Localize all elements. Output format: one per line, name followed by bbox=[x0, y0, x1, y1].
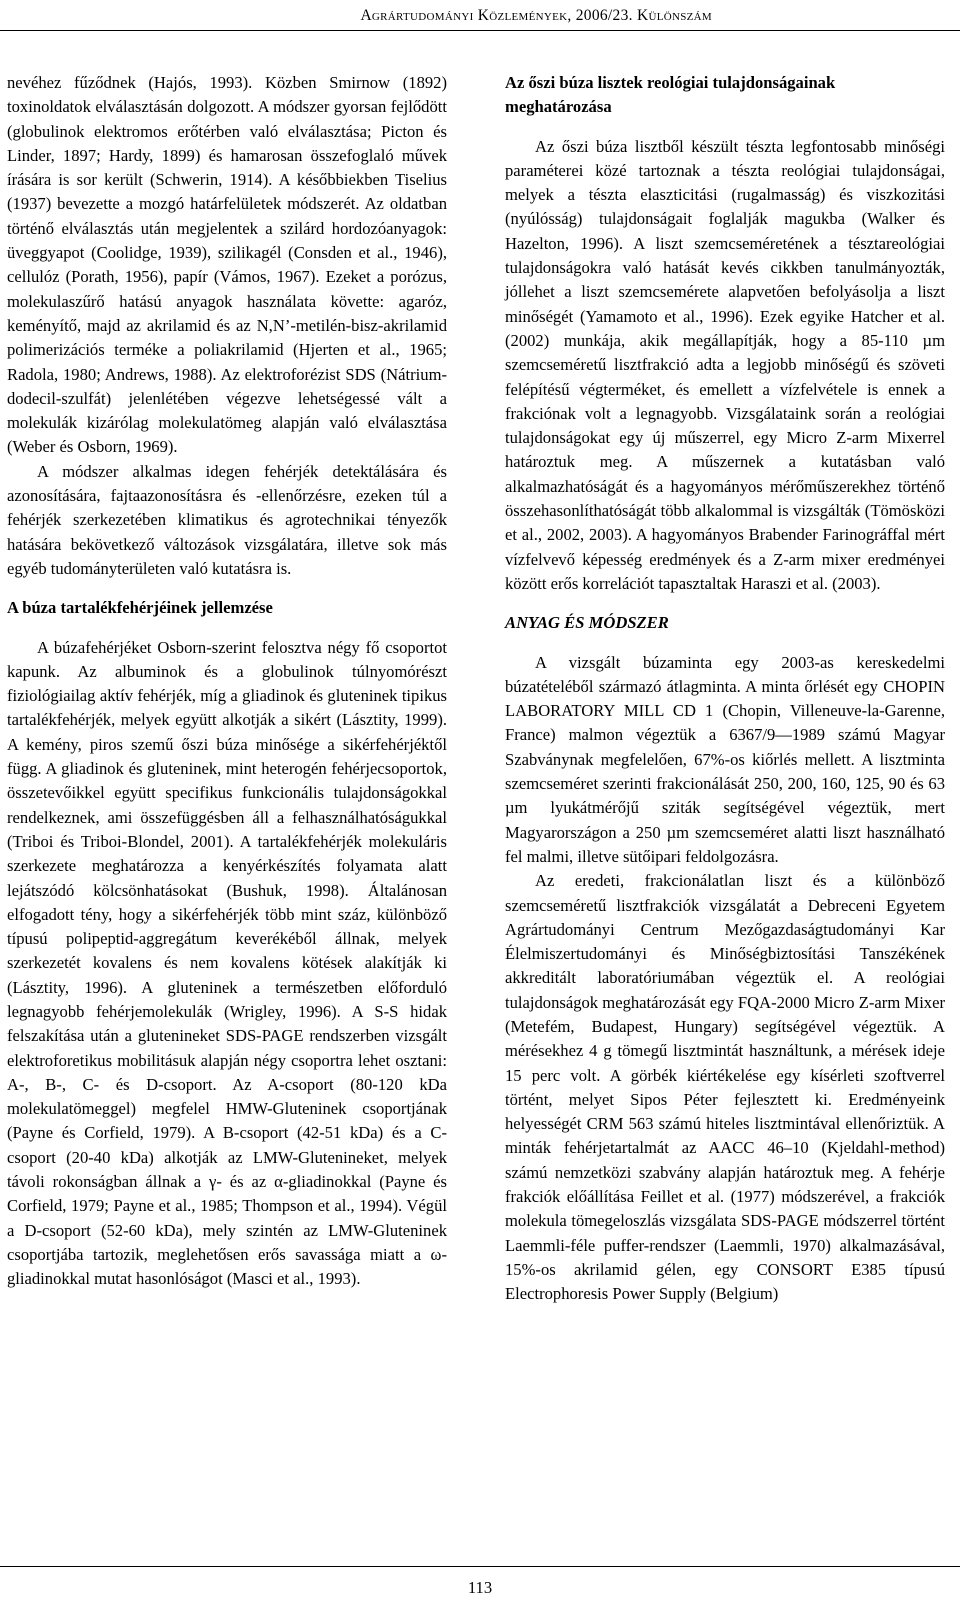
page-number: 113 bbox=[467, 1578, 493, 1597]
footer-rule bbox=[0, 1566, 960, 1567]
right-column bbox=[505, 71, 945, 1307]
paragraph: A módszer alkalmas idegen fehérjék detektálására és azonosítására, fajtaazonosításra és -ellenőrzésre, ezeken túl a fehérjék szerkezetében klimatikus és agrotechnikai tényezők hatására bekövetkező változások vizsgálatára, illetve sok más egyéb tudományterületen való kutatásra is. bbox=[7, 461, 447, 578]
section-heading: ANYAG ÉS MÓDSZER bbox=[505, 613, 669, 633]
section-heading: A búza tartalékfehérjéinek jellemzése bbox=[7, 598, 273, 618]
section-heading: Az őszi búza lisztek reológiai tulajdonságainak meghatározása bbox=[505, 73, 836, 117]
header-rule bbox=[0, 30, 960, 31]
paragraph: Az eredeti, frakcionálatlan liszt és a különböző szemcseméretű lisztfrakciók vizsgálatát a Debreceni Egyetem Agrártudományi Centrum Mezőgazdaságtudományi Kar Élelmiszertudományi és Minőségbiztosítási Tanszékének akkreditált laboratóriumában végeztük el. A reológiai tulajdonságok meghatározását egy FQA-2000 Micro Z-arm Mixer (Metefém, Budapest, Hungary) segítségével végeztük. A mérésekhez 4 g tömegű lisztmintát használtunk, a mérések ideje 15 perc volt. A görbék kiértékelése egy kísérleti szoftverrel történt, melyet Sipos Péter fejlesztett ki. Eredményeink helyességét CRM 563 számú hiteles lisztmintával ellenőriztük. A minták fehérjetartalmát az AACC 46–10 (Kjeldahl-method) számú nemzetközi szabvány alapján határoztuk meg. A fehérje frakciók előállítása Feillet et al. (1977) módszerével, a frakciók molekula tömegeloszlás vizsgálata SDS-PAGE módszerrel történt Laemmli-féle puffer-rendszer (Laemmli, 1970) alkalmazásával, 15%-os akrilamid gélen, egy CONSORT E385 típusú Electrophoresis Power Supply (Belgium) bbox=[505, 871, 945, 1304]
paragraph: A búzafehérjéket Osborn-szerint felosztva négy fő csoportot kapunk. Az albuminok és a globulinok túlnyomórészt fiziológiailag aktív fehérjék, míg a gliadinok és gluteninek tipikus tartalékfehérjék, melyek együtt alkotják a sikért (Lásztity, 1999). A kemény, piros szemű őszi búza minősége a sikérfehérjéktől függ. A gliadinok és gluteninek, mint heterogén fehérjecsoportok, összetevőikkel együtt specifikus funkcionális tulajdonságokkal rendelkeznek, ami összefüggésben áll a felhasználhatóságukkal (Triboi és Triboi-Blondel, 2001). A tartalékfehérjék molekuláris szerkezete meghatározza a kenyérkészítés folyamata alatt lejátszódó kölcsönhatásokat (Bushuk, 1998). Általánosan elfogadott tény, hogy a sikérfehérjék több mint száz, különböző típusú polipeptid-aggregátum keverékéből állnak, melyek szerkezetét kovalens és nem kovalens kötések alakítják ki (Lásztity, 1996). A gluteninek a természetben előforduló legnagyobb fehérjemolekulák (Wrigley, 1996). A S-S hidak felszakítása után a glutenineket SDS-PAGE rendszerben vizsgált elektroforetikus mobilitásuk alapján négy csoportra lehet osztani: A-, B-, C- és D-csoport. Az A-csoport (80-120 kDa molekulatömeggel) megfelel HMW-Gluteninek csoportjának (Payne és Corfield, 1979). A B-csoport (42-51 kDa) és a C-csoport (20-40 kDa) alkotják az LMW-Glutenineket, melyek távoli rokonságban állnak a γ- és az α-gliadinokkal (Payne és Corfield, 1979; Payne et al., 1985; Thompson et al., 1994). Végül a D-csoport (52-60 kDa), mely szintén az LMW-Gluteninek csoportjába tartozik, meglehetősen erős savassága miatt a ω-gliadinokkal mutat hasonlóságot (Masci et al., 1993). bbox=[7, 637, 447, 1289]
running-header bbox=[0, 0, 960, 34]
paragraph: nevéhez fűződnek (Hajós, 1993). Közben Smirnow (1892) toxinoldatok elválasztásán dolgozott. A módszer gyorsan fejlődött (globulinok elektromos erőtérben való elválasztása; Picton és Linder, 1897; Hardy, 1899) és hamarosan összefoglaló művek írására is sor került (Schwerin, 1914). A későbbiekben Tiselius (1937) bevezette a mozgó határfelületek módszerét. Az oldatban történő elválasztás után megjelentek a szilárd hordozóanyagok: üveggyapot (Coolidge, 1939), szilikagél (Consden et al., 1946), cellulóz (Porath, 1956), papír (Vámos, 1967). Ezeket a porózus, molekulaszűrő hatású anyagok használata követte: agaróz, keményítő, majd az akrilamid és az N,N’-metilén-bisz-akrilamid polimerizációs terméke a poliakrilamid (Hjerten et al., 1965; Radola, 1980; Andrews, 1988). Az elektroforézist SDS (Nátrium-dodecil-szulfát) jelenlétében végezve lehetségessé vált a molekulák kizárólag molekulatömeg alapján való elválasztása (Weber és Osborn, 1969). bbox=[7, 73, 447, 457]
left-column bbox=[7, 71, 447, 1292]
paragraph: A vizsgált búzaminta egy 2003-as kereskedelmi búzatételéből származó átlagminta. A minta őrlését egy CHOPIN LABORATORY MILL CD 1 (Chopin, Villeneuve-la-Garenne, France) malmon végeztük a 6367/9—1989 számú Magyar Szabványnak megfelelően, 67%-os kiőrlés mellett. A lisztminta szemcseméret szerinti frakcionálását 250, 200, 160, 125, 90 és 63 µm lyukátmérőjű sziták segítségével végeztük, mert Magyarországon a 250 µm szemcseméret alatti liszt használható fel malmi, illetve sütőipari feldolgozásra. bbox=[505, 652, 945, 866]
paragraph: Az őszi búza lisztből készült tészta legfontosabb minőségi paraméterei közé tartoznak a tészta reológiai tulajdonságai, melyek a tészta elaszticitási (rugalmasság) és viszkozitási (nyúlósság) tulajdonságait foglalják magukba (Walker és Hazelton, 1996). A liszt szemcseméretének a tésztareológiai tulajdonságokra való hatását kevés cikkben tanulmányozták, jóllehet a liszt szemcsemérete alapvetően befolyásolja a liszt minőségét (Yamamoto et al., 1996). Ezek egyike Hatcher et al. (2002) munkája, akik megállapítják, hogy a 85-110 µm szemcseméretű lisztfrakció adta a legjobb minőségű és szöveti felépítésű végterméket, és emellett a vízfelvétele is ennek a frakciónak volt a legnagyobb. Vizsgálataink során a reológiai tulajdonságokat egy új műszerrel, egy Micro Z-arm Mixerrel határoztuk meg. A műszernek a kutatásban való alkalmazhatóságát és a hagyományos mérőműszerekhez történő összehasonlíthatóságát több alkalommal is vizsgálták (Tömösközi et al., 2002, 2003). A hagyományos Brabender Farinográffal mért vízfelvevő képesség eredmények és a Z-arm mixer eredményei között erős korrelációt tapasztaltak Haraszi et al. (2003). bbox=[505, 136, 945, 593]
journal-title: Agrártudományi Közlemények, 2006/23. Különszám bbox=[360, 7, 712, 24]
